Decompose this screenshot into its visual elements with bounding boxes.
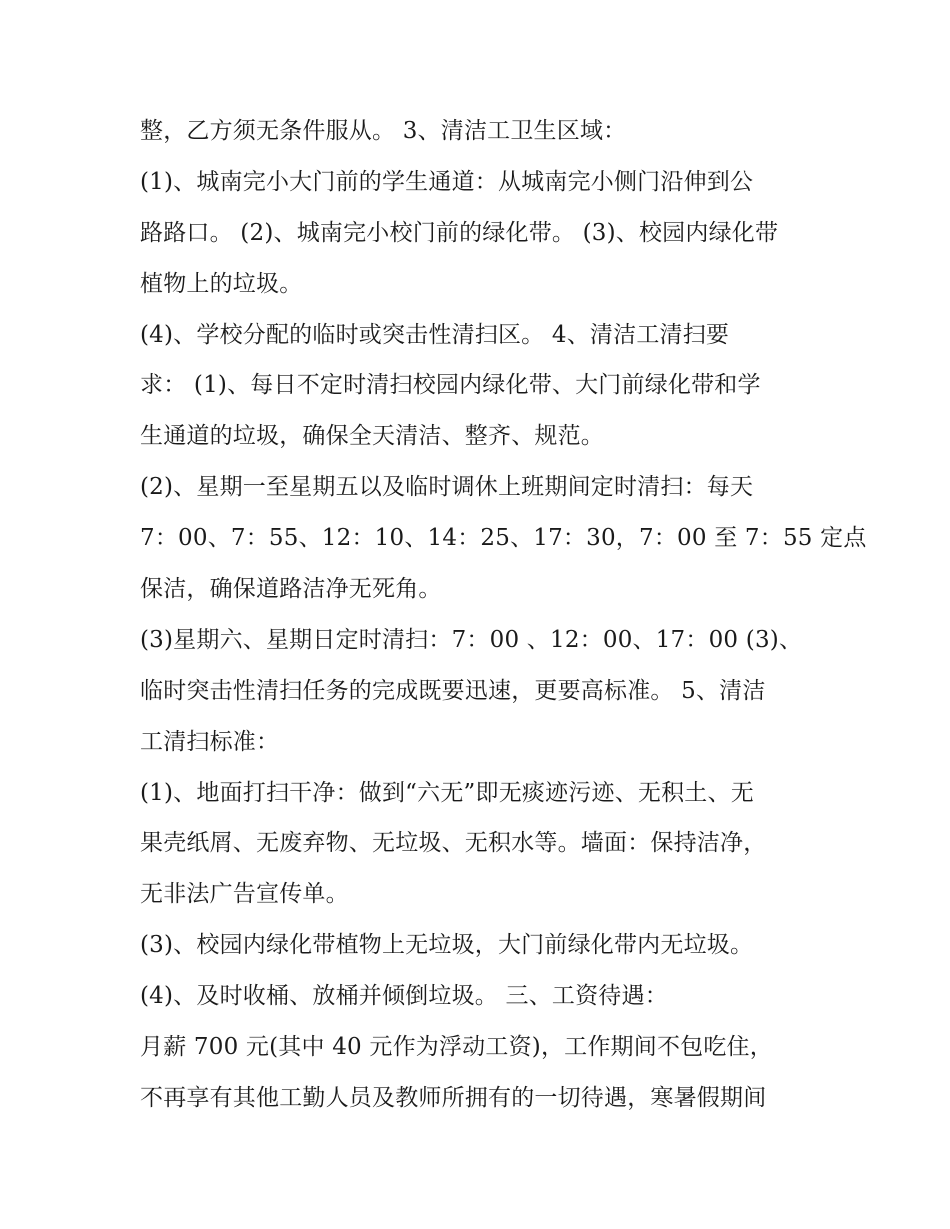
text-line: 无非法广告宣传单。 <box>140 881 349 908</box>
text-line: (4)、学校分配的临时或突击性清扫区。 4、清洁工清扫要 <box>140 321 730 348</box>
text-line: 生通道的垃圾，确保全天清洁、整齐、规范。 <box>140 423 604 450</box>
text-line: 工清扫标准： <box>140 728 280 755</box>
text-line: (1)、城南完小大门前的学生通道：从城南完小侧门沿伸到公 <box>140 168 754 195</box>
text-line: 求： (1)、每日不定时清扫校园内绿化带、大门前绿化带和学 <box>140 372 761 399</box>
body-text <box>140 106 867 1124</box>
text-line: 果壳纸屑、无废弃物、无垃圾、无积水等。墙面：保持洁净， <box>140 830 767 857</box>
text-line: (3)、校园内绿化带植物上无垃圾，大门前绿化带内无垃圾。 <box>140 932 754 959</box>
text-line: (3)星期六、星期日定时清扫：7：00 、12：00、17：00 (3)、 <box>140 626 803 653</box>
text-line: 临时突击性清扫任务的完成既要迅速，更要高标准。 5、清洁 <box>140 677 766 704</box>
text-line: 不再享有其他工勤人员及教师所拥有的一切待遇，寒暑假期间 <box>140 1084 767 1111</box>
text-line: 月薪 700 元(其中 40 元作为浮动工资)，工作期间不包吃住， <box>140 1034 773 1061</box>
text-line: (4)、及时收桶、放桶并倾倒垃圾。 三、工资待遇： <box>140 983 668 1010</box>
text-line: 植物上的垃圾。 <box>140 270 303 297</box>
text-line: 保洁，确保道路洁净无死角。 <box>140 576 442 603</box>
text-line: 路路口。 (2)、城南完小校门前的绿化带。 (3)、校园内绿化带 <box>140 219 779 246</box>
text-line: (1)、地面打扫干净：做到“六无”即无痰迹污迹、无积土、无 <box>140 779 754 806</box>
text-line: (2)、星期一至星期五以及临时调休上班期间定时清扫：每天 <box>140 474 754 501</box>
text-line: 整，乙方须无条件服从。 3、清洁工卫生区域： <box>140 118 627 144</box>
text-line: 7：00、7：55、12：10、14：25、17：30，7：00 至 7：55 定点 <box>140 525 867 552</box>
